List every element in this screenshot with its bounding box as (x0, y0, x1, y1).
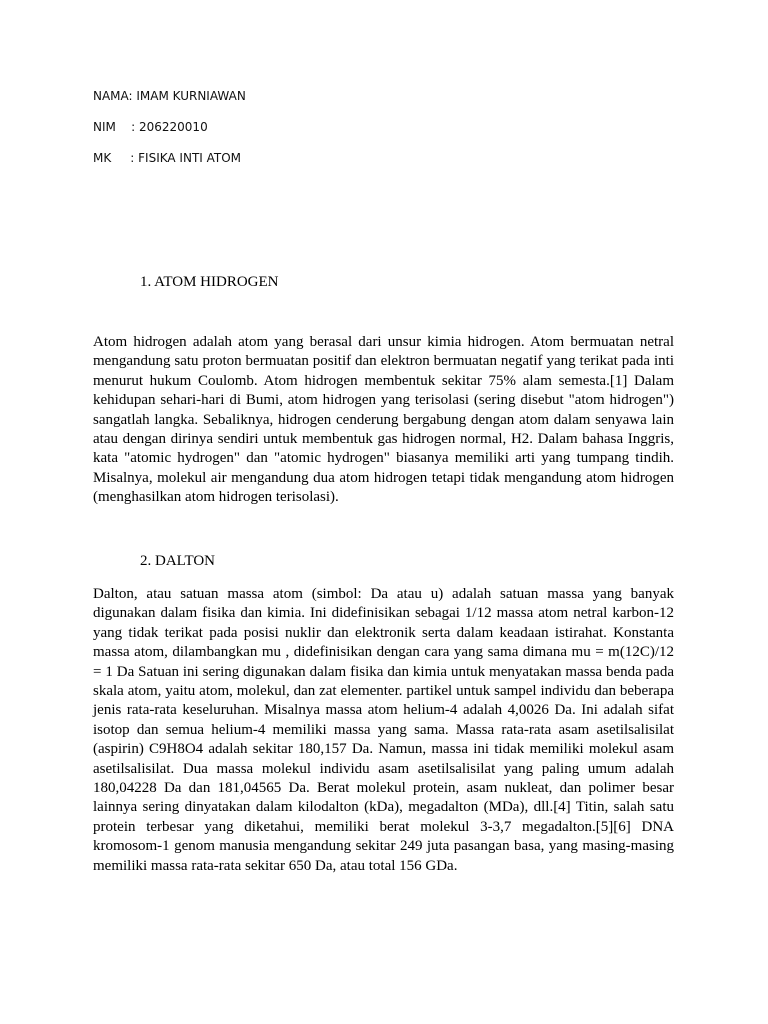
student-id-line: NIM : 206220010 (93, 120, 208, 134)
section-heading-atom-hidrogen: 1. ATOM HIDROGEN (140, 274, 279, 290)
section-body-atom-hidrogen: Atom hidrogen adalah atom yang berasal dari unsur kimia hidrogen. Atom bermuatan netral mengandung satu proton bermuatan positif dan elektron bermuatan negatif yang terikat pada inti menurut hukum Coulomb. Atom hidrogen membentuk sekitar 75% alam semesta.[1] Dalam kehidupan sehari-hari di Bumi, atom hidrogen yang terisolasi (sering disebut "atom hidrogen") sangatlah langka. Sebaliknya, hidrogen cenderung bergabung dengan atom dalam senyawa lain atau dengan dirinya sendiri untuk membentuk gas hidrogen normal, H2. Dalam bahasa Inggris, kata "atomic hydrogen" dan "atomic hydrogen" biasanya memiliki arti yang tumpang tindih. Misalnya, molekul air mengandung dua atom hidrogen tetapi tidak mengandung atom hidrogen (menghasilkan atom hidrogen terisolasi). (93, 334, 674, 506)
section-heading-dalton: 2. DALTON (140, 553, 216, 569)
section-body-dalton: Dalton, atau satuan massa atom (simbol: Da atau u) adalah satuan massa yang banyak digunakan dalam fisika dan kimia. Ini didefinisikan sebagai 1/12 massa atom netral karbon-12 yang tidak terikat pada posisi nuklir dan elektronik serta dalam keadaan istirahat. Konstanta massa atom, dilambangkan mu , didefinisikan dengan cara yang sama dimana mu = m(12C)/12 = 1 Da Satuan ini sering digunakan dalam fisika dan kimia untuk menyatakan massa benda pada skala atom, yaitu atom, molekul, dan zat elementer. partikel untuk sampel individu dan beberapa jenis rata-rata keseluruhan. Misalnya massa atom helium-4 adalah 4,0026 Da. Ini adalah sifat isotop dan semua helium-4 memiliki massa yang sama. Massa rata-rata asam asetilsalisilat (aspirin) C9H8O4 adalah sekitar 180,157 Da. Namun, massa ini tidak memiliki molekul asam asetilsalisilat. Dua massa molekul individu asam asetilsalisilat yang paling umum adalah 180,04228 Da dan 181,04565 Da. Berat molekul protein, asam nukleat, dan polimer besar lainnya sering dinyatakan dalam kilodalton (kDa), megadalton (MDa), dll.[4] Titin, salah satu protein terbesar yang diketahui, memiliki berat molekul 3-3,7 megadalton.[5][6] DNA kromosom-1 genom manusia mengandung sekitar 249 juta pasangan basa, yang masing-masing memiliki massa rata-rata sekitar 650 Da, atau total 156 GDa. (93, 586, 674, 874)
student-name-line: NAMA: IMAM KURNIAWAN (93, 89, 246, 103)
course-line: MK : FISIKA INTI ATOM (93, 151, 242, 165)
